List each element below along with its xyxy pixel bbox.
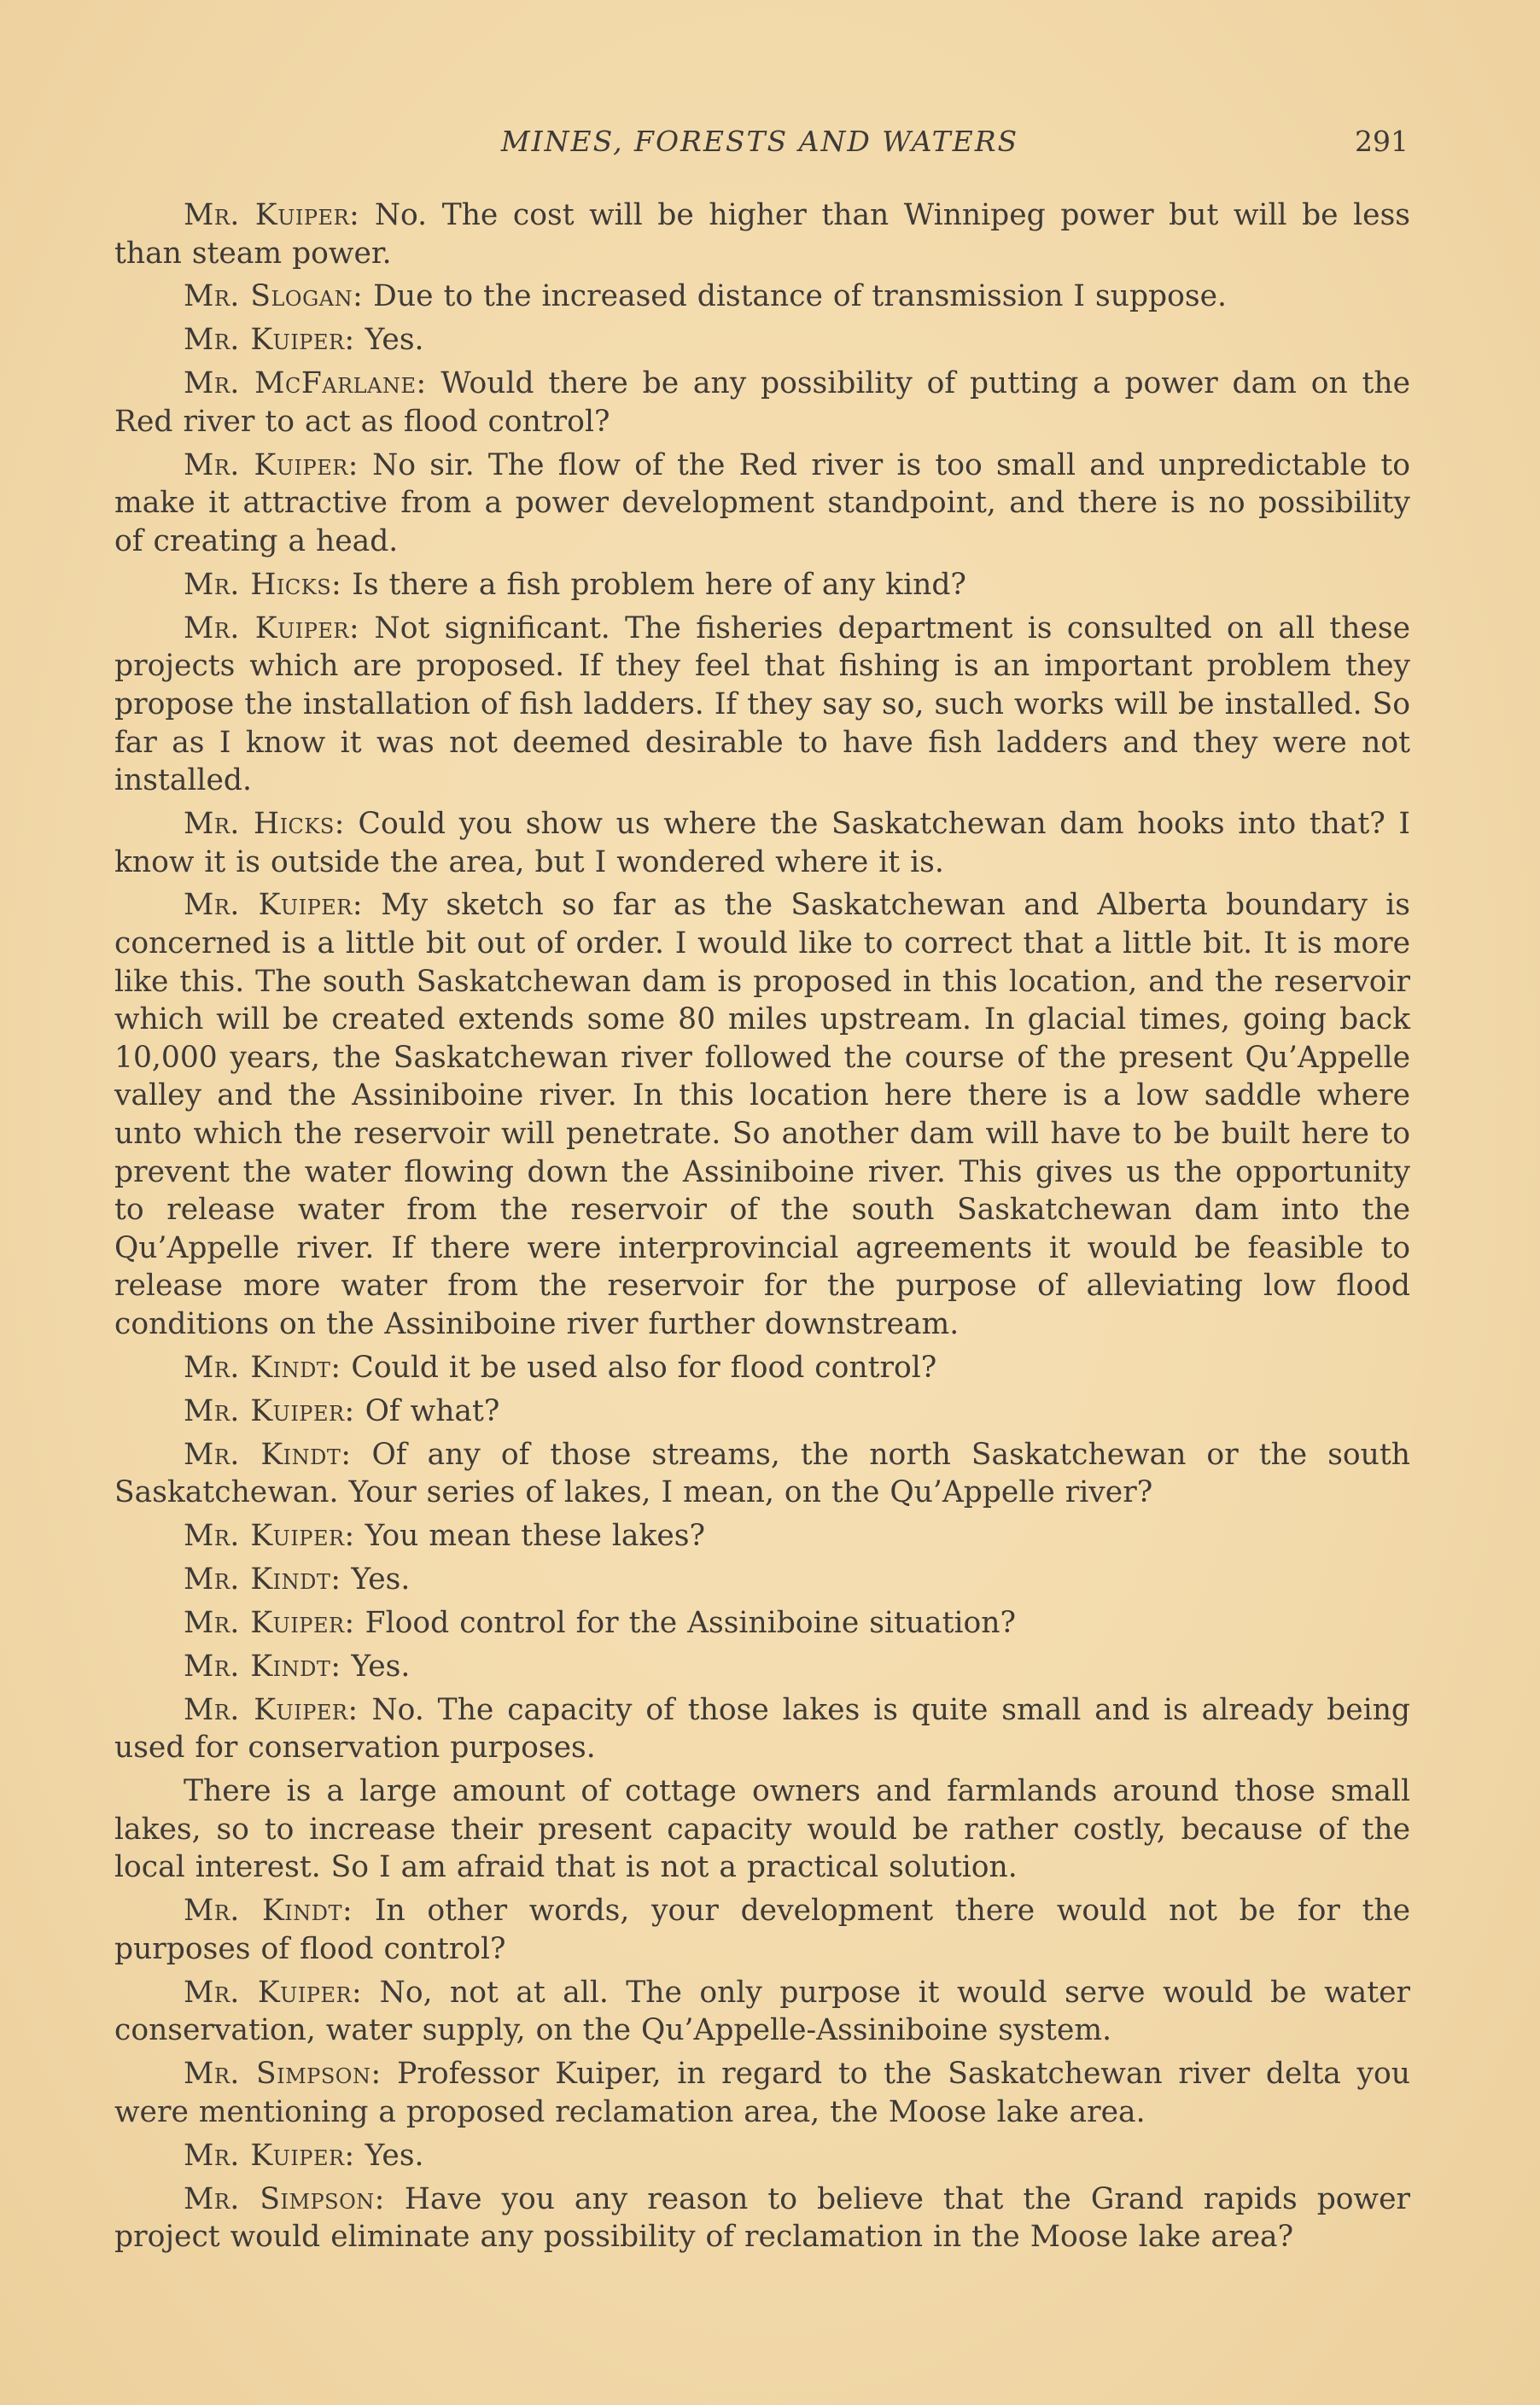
paragraph (114, 1772, 1410, 1887)
speech-text: Yes. (341, 1649, 411, 1684)
speech-text: Yes. (354, 2138, 424, 2173)
paragraph (114, 1974, 1410, 2050)
paragraph (114, 805, 1410, 881)
speech-text: No. The cost will be higher than Winnipeg power but will be less than steam power. (114, 198, 1410, 271)
speaker-name: Mr. Kindt: (184, 1350, 341, 1385)
speech-text: Of what? (354, 1393, 500, 1428)
paragraph (114, 1561, 1410, 1599)
speaker-name: Mr. Kuiper: (184, 1975, 363, 2010)
speaker-name: Mr. Simpson: (184, 2057, 382, 2092)
paragraph (114, 886, 1410, 1343)
speaker-name: Mr. Kindt: (184, 1649, 341, 1684)
speech-text: You mean these lakes? (354, 1519, 705, 1554)
paragraph (114, 1648, 1410, 1686)
paragraph (114, 1349, 1410, 1387)
speaker-name: Mr. Kindt: (184, 1562, 341, 1597)
speaker-name: Mr. Kuiper: (184, 1605, 355, 1640)
running-head: MINES, FORESTS AND WATERS (500, 125, 1019, 158)
speaker-name: Mr. Kuiper: (184, 198, 360, 232)
speech-text: Yes. (341, 1562, 411, 1597)
speech-text: In other words, your development there would not be for the purposes of flood control? (114, 1894, 1410, 1966)
speaker-name: Mr. Kuiper: (184, 2138, 355, 2173)
paragraph (114, 196, 1410, 272)
speech-text: Professor Kuiper, in regard to the Saskatchewan river delta you were mentioning a proposed reclamation area, the Moose lake area. (114, 2057, 1410, 2129)
paragraph (114, 321, 1410, 359)
paragraph (114, 1517, 1410, 1556)
speaker-name: Mr. Kuiper: (184, 1519, 355, 1554)
speaker-name: Mr. Kuiper: (184, 888, 363, 923)
paragraph (114, 1604, 1410, 1643)
speaker-name: Mr. Kuiper: (184, 447, 359, 482)
speech-text: No, not at all. The only purpose it would serve would be water conservation, water supply, on the Qu’Appelle-Assiniboine system. (114, 1975, 1411, 2048)
transcript-body (114, 196, 1410, 2262)
speech-text: No. The capacity of those lakes is quite small and is already being used for conservation purposes. (114, 1692, 1411, 1766)
paragraph (114, 1892, 1410, 1968)
speech-text: Would there be any possibility of putting a power dam on the Red river to act as flood control? (114, 366, 1410, 439)
paragraph (114, 1691, 1410, 1767)
speech-text: Could it be used also for flood control? (341, 1350, 937, 1385)
speaker-name: Mr. Hicks: (184, 806, 345, 841)
paragraph (114, 1436, 1410, 1512)
speech-text: Of any of those streams, the north Saskatchewan or the south Saskatchewan. Your series of lakes, I mean, on the Qu’Appelle river? (114, 1437, 1410, 1510)
paragraph (114, 365, 1410, 441)
speech-text: Flood control for the Assiniboine situation? (354, 1605, 1016, 1640)
speech-text: There is a large amount of cottage owners and farmlands around those small lakes, so to increase their present capacity would be rather costly, because of the local interest. So I am afraid that is not a practical solution. (114, 1774, 1410, 1885)
speaker-name: Mr. Kindt: (184, 1894, 353, 1929)
page-number: 291 (1355, 125, 1409, 158)
paragraph (114, 447, 1410, 561)
paragraph (114, 1392, 1410, 1431)
speaker-name: Mr. Kuiper: (184, 323, 355, 358)
paragraph (114, 2137, 1410, 2175)
speech-text: No sir. The flow of the Red river is too small and unpredictable to make it attractive from a power development standpoint, and there is no possibility of creating a head. (114, 447, 1410, 558)
speech-text: My sketch so far as the Saskatchewan and Alberta boundary is concerned is a little bit out of order. I would like to correct that a little bit. It is more like this. The south Saskatchewan dam is proposed in this location, and the reservoir which will be created extends some 80 miles upstream. In glacial times, going back 10,000 years, the Saskatchewan river followed the course of the present Qu’Appelle valley and the Assiniboine river. In this location here there is a low saddle where unto which the reservoir will penetrate. So another dam will have to be built here to prevent the water flowing down the Assiniboine river. This gives us the opportunity to release water from the reservoir of the south Saskatchewan dam into the Qu’Appelle river. If there were interprovincial agreements it would be feasible to release more water from the reservoir for the purpose of alleviating low flood conditions on the Assiniboine river further downstream. (114, 888, 1410, 1341)
paragraph (114, 2055, 1410, 2131)
speaker-name: Mr. Kuiper: (184, 1692, 359, 1727)
speech-text: Yes. (354, 323, 424, 358)
speaker-name: Mr. Slogan: (184, 279, 364, 314)
speaker-name: Mr. McFarlane: (184, 366, 427, 401)
paragraph (114, 610, 1410, 800)
speaker-name: Mr. Kindt: (184, 1437, 352, 1472)
speaker-name: Mr. Hicks: (184, 567, 342, 602)
speech-text: Is there a fish problem here of any kind? (341, 567, 966, 602)
speaker-name: Mr. Kuiper: (184, 1393, 355, 1428)
paragraph (114, 2180, 1410, 2256)
speech-text: Could you show us where the Saskatchewan dam hooks into that? I know it is outside the area, but I wondered where it is. (114, 806, 1410, 879)
speech-text: Due to the increased distance of transmission I suppose. (363, 279, 1227, 314)
page-header (111, 120, 1409, 164)
speech-text: Not significant. The fisheries department is consulted on all these projects which are proposed. If they feel that fishing is an important problem they propose the installation of fish ladders. If they say so, such works will be installed. So far as I know it was not deemed desirable to have fish ladders and they were not installed. (114, 610, 1410, 798)
speaker-name: Mr. Simpson: (184, 2181, 385, 2216)
paragraph (114, 566, 1410, 604)
paragraph (114, 277, 1410, 316)
speaker-name: Mr. Kuiper: (184, 610, 360, 645)
speech-text: Have you any reason to believe that the Grand rapids power project would eliminate any possibility of reclamation in the Moose lake area? (114, 2181, 1410, 2255)
